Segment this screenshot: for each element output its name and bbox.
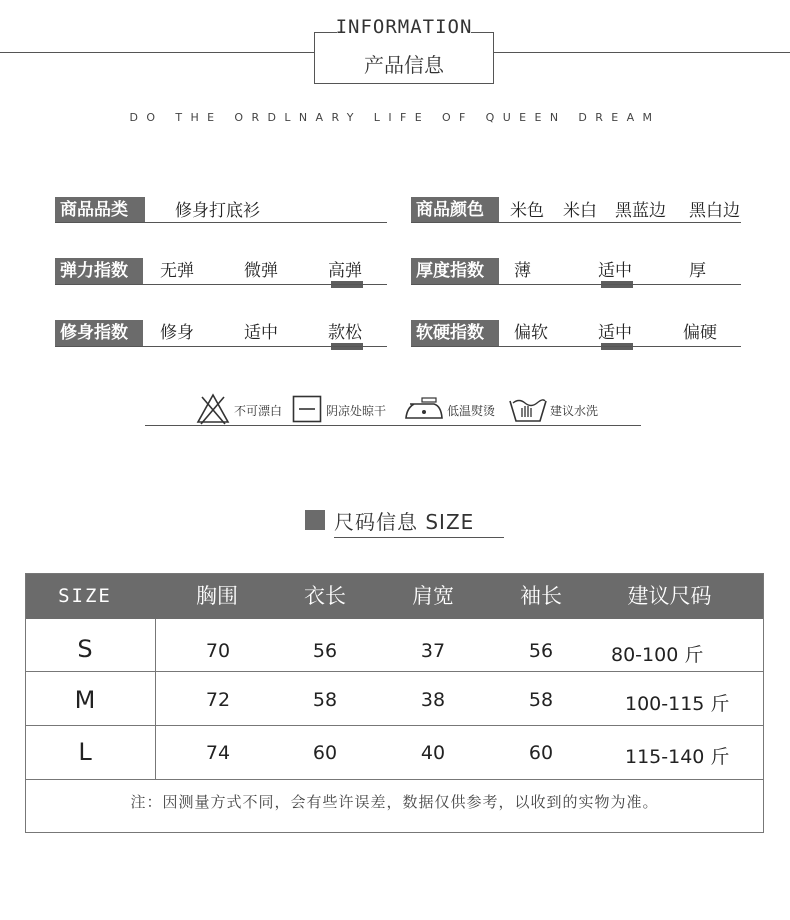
wash-icon bbox=[508, 393, 548, 425]
table-cell: 60 bbox=[528, 742, 554, 764]
table-row-divider bbox=[26, 671, 763, 672]
table-col-divider bbox=[155, 619, 156, 779]
no-bleach-label: 不可漂白 bbox=[234, 404, 283, 418]
table-row-divider bbox=[26, 725, 763, 726]
thickness-underline bbox=[411, 284, 741, 285]
size-title-square bbox=[305, 510, 325, 530]
softness-underline bbox=[411, 346, 741, 347]
color-option: 黑白边 bbox=[689, 201, 740, 221]
table-header-recommend: 建议尺码 bbox=[576, 574, 763, 619]
table-cell-size: M bbox=[74, 686, 96, 714]
table-cell: 56 bbox=[312, 640, 338, 662]
table-header-chest: 胸围 bbox=[144, 574, 290, 619]
table-cell-size: S bbox=[77, 635, 93, 663]
table-cell: 74 bbox=[205, 742, 231, 764]
care-underline bbox=[145, 425, 641, 426]
wash-label: 建议水洗 bbox=[550, 404, 599, 418]
elasticity-label: 弹力指数 bbox=[55, 258, 143, 284]
thickness-option: 适中 bbox=[598, 261, 632, 281]
table-note: 注：因测量方式不同，会有些许误差，数据仅供参考，以收到的实物为准。 bbox=[130, 793, 659, 811]
table-header-shoulder: 肩宽 bbox=[360, 574, 506, 619]
no-bleach-icon bbox=[196, 393, 230, 425]
header-title-en: INFORMATION bbox=[335, 16, 473, 38]
table-cell: 56 bbox=[528, 640, 554, 662]
size-title: 尺码信息 SIZE bbox=[334, 510, 475, 534]
fit-option: 修身 bbox=[160, 323, 194, 343]
category-underline bbox=[55, 222, 387, 223]
table-cell: 40 bbox=[420, 742, 446, 764]
table-row-divider bbox=[26, 779, 763, 780]
table-cell: 100-115 斤 bbox=[625, 693, 730, 715]
table-header-size: SIZE bbox=[26, 574, 144, 619]
table-cell: 115-140 斤 bbox=[625, 746, 730, 768]
low-iron-label: 低温熨烫 bbox=[447, 404, 496, 418]
fit-label: 修身指数 bbox=[55, 320, 143, 346]
size-title-underline bbox=[334, 537, 504, 538]
elasticity-option: 微弹 bbox=[244, 261, 278, 281]
table-cell: 37 bbox=[420, 640, 446, 662]
color-option: 米色 bbox=[510, 201, 544, 221]
fit-option: 适中 bbox=[244, 323, 278, 343]
color-underline bbox=[411, 222, 741, 223]
table-cell: 38 bbox=[420, 689, 446, 711]
header-line-left bbox=[0, 52, 314, 53]
color-label: 商品颜色 bbox=[411, 197, 499, 223]
table-cell: 58 bbox=[528, 689, 554, 711]
table-cell: 58 bbox=[312, 689, 338, 711]
category-label: 商品品类 bbox=[55, 197, 145, 223]
table-header-length: 衣长 bbox=[290, 574, 360, 619]
color-option: 米白 bbox=[563, 201, 597, 221]
table-cell: 60 bbox=[312, 742, 338, 764]
color-option: 黑蓝边 bbox=[615, 201, 666, 221]
header-line-right bbox=[494, 52, 790, 53]
header-title-cn: 产品信息 bbox=[364, 53, 444, 77]
size-table bbox=[25, 573, 764, 833]
fit-option: 款松 bbox=[328, 323, 362, 343]
thickness-label: 厚度指数 bbox=[411, 258, 499, 284]
elasticity-underline bbox=[55, 284, 387, 285]
slogan: DO THE ORDLNARY LIFE OF QUEEN DREAM bbox=[129, 111, 661, 124]
thickness-option: 厚 bbox=[689, 261, 706, 281]
table-header-sleeve: 袖长 bbox=[506, 574, 576, 619]
low-iron-icon bbox=[404, 396, 444, 422]
table-cell-size: L bbox=[78, 738, 92, 766]
table-cell: 70 bbox=[205, 640, 231, 662]
softness-label: 软硬指数 bbox=[411, 320, 499, 346]
thickness-option: 薄 bbox=[514, 261, 531, 281]
elasticity-option: 高弹 bbox=[328, 261, 362, 281]
table-cell: 72 bbox=[205, 689, 231, 711]
shade-dry-icon bbox=[292, 395, 322, 423]
softness-option: 适中 bbox=[598, 323, 632, 343]
softness-option: 偏硬 bbox=[683, 323, 717, 343]
softness-option: 偏软 bbox=[514, 323, 548, 343]
fit-underline bbox=[55, 346, 387, 347]
elasticity-option: 无弹 bbox=[160, 261, 194, 281]
shade-dry-label: 阴凉处晾干 bbox=[326, 404, 387, 418]
category-value: 修身打底衫 bbox=[175, 201, 260, 221]
table-cell: 80-100 斤 bbox=[611, 644, 704, 666]
